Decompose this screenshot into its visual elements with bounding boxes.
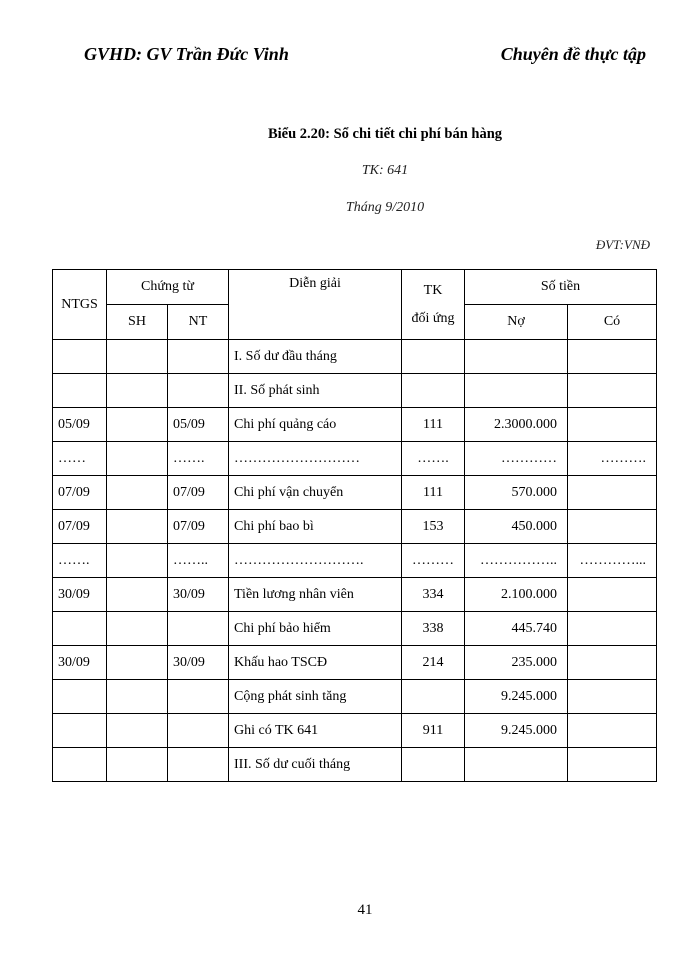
cell-ntgs [53, 748, 107, 782]
cell-contra-account: 111 [402, 408, 465, 442]
cell-sh [107, 476, 168, 510]
cell-sh [107, 646, 168, 680]
cell-credit [568, 714, 657, 748]
cell-debit: …………….. [465, 544, 568, 578]
cell-nt: ……. [168, 442, 229, 476]
cell-sh [107, 714, 168, 748]
cell-ntgs: ……. [53, 544, 107, 578]
cell-description: Chi phí vận chuyển [229, 476, 402, 510]
period-label: Tháng 9/2010 [345, 200, 425, 215]
cell-debit: 2.3000.000 [465, 408, 568, 442]
cell-sh [107, 510, 168, 544]
cell-nt [168, 612, 229, 646]
cell-credit [568, 510, 657, 544]
cell-credit [568, 748, 657, 782]
col-header-no: Nợ [465, 305, 568, 340]
table-row [53, 476, 657, 510]
cell-nt [168, 374, 229, 408]
cell-description: II. Số phát sinh [229, 374, 402, 408]
cell-debit: 450.000 [465, 510, 568, 544]
account-label: TK: 641 [361, 163, 409, 178]
header-report-title: Chuyên đề thực tập [500, 44, 646, 64]
cell-description: ………………………. [229, 544, 402, 578]
cell-contra-account: 334 [402, 578, 465, 612]
cell-credit [568, 646, 657, 680]
header-instructor: GVHD: GV Trần Đức Vinh [84, 44, 289, 64]
cell-sh [107, 442, 168, 476]
cell-description: Khấu hao TSCĐ [229, 646, 402, 680]
cell-contra-account: 153 [402, 510, 465, 544]
page-number: 41 [357, 902, 373, 918]
cell-nt: 05/09 [168, 408, 229, 442]
table-row [53, 714, 657, 748]
cell-ntgs: 07/09 [53, 510, 107, 544]
cell-ntgs: 30/09 [53, 578, 107, 612]
cell-credit [568, 578, 657, 612]
cell-description: Ghi có TK 641 [229, 714, 402, 748]
cell-sh [107, 374, 168, 408]
cell-debit: 9.245.000 [465, 714, 568, 748]
expense-ledger-table [52, 269, 657, 782]
cell-sh [107, 544, 168, 578]
cell-nt [168, 680, 229, 714]
cell-contra-account: 214 [402, 646, 465, 680]
table-row [53, 442, 657, 476]
table-row [53, 612, 657, 646]
cell-debit [465, 374, 568, 408]
cell-description: Chi phí bao bì [229, 510, 402, 544]
cell-description: I. Số dư đầu tháng [229, 340, 402, 374]
cell-credit [568, 680, 657, 714]
cell-credit: ………. [568, 442, 657, 476]
table-row [53, 340, 657, 374]
cell-credit [568, 612, 657, 646]
table-row [53, 510, 657, 544]
table-row [53, 646, 657, 680]
table-row [53, 748, 657, 782]
cell-contra-account: 911 [402, 714, 465, 748]
cell-nt [168, 714, 229, 748]
col-header-sh: SH [107, 305, 168, 340]
cell-debit: 570.000 [465, 476, 568, 510]
table-row [53, 578, 657, 612]
col-header-tk [402, 270, 465, 340]
cell-description: Tiền lương nhân viên [229, 578, 402, 612]
table-row [53, 544, 657, 578]
cell-contra-account [402, 680, 465, 714]
cell-ntgs [53, 680, 107, 714]
cell-debit: 2.100.000 [465, 578, 568, 612]
cell-sh [107, 340, 168, 374]
cell-description: ……………………… [229, 442, 402, 476]
col-header-dien-giai: Diễn giải [229, 270, 402, 340]
cell-description: Chi phí bảo hiểm [229, 612, 402, 646]
cell-nt: …….. [168, 544, 229, 578]
cell-contra-account [402, 748, 465, 782]
cell-nt: 07/09 [168, 510, 229, 544]
cell-ntgs [53, 340, 107, 374]
table-row [53, 374, 657, 408]
cell-sh [107, 578, 168, 612]
cell-credit [568, 374, 657, 408]
cell-description: III. Số dư cuối tháng [229, 748, 402, 782]
cell-contra-account [402, 340, 465, 374]
col-header-co: Có [568, 305, 657, 340]
cell-debit [465, 340, 568, 374]
cell-contra-account: ……. [402, 442, 465, 476]
cell-sh [107, 680, 168, 714]
cell-credit [568, 476, 657, 510]
cell-sh [107, 408, 168, 442]
cell-nt [168, 340, 229, 374]
cell-nt: 30/09 [168, 578, 229, 612]
cell-description: Cộng phát sinh tăng [229, 680, 402, 714]
document-title: Biểu 2.20: Sổ chi tiết chi phí bán hàng [267, 126, 503, 142]
cell-nt [168, 748, 229, 782]
cell-ntgs [53, 612, 107, 646]
table-row [53, 680, 657, 714]
col-header-doi-ung-label: đối ứng [411, 310, 455, 326]
col-header-ntgs: NTGS [53, 270, 107, 340]
cell-debit: 445.740 [465, 612, 568, 646]
cell-nt: 07/09 [168, 476, 229, 510]
cell-ntgs: …… [53, 442, 107, 476]
cell-description: Chi phí quảng cáo [229, 408, 402, 442]
cell-ntgs: 07/09 [53, 476, 107, 510]
cell-debit: 235.000 [465, 646, 568, 680]
cell-contra-account: 111 [402, 476, 465, 510]
cell-contra-account: ……… [402, 544, 465, 578]
cell-contra-account: 338 [402, 612, 465, 646]
table-header-row [53, 270, 657, 305]
col-header-so-tien: Số tiền [465, 270, 657, 305]
cell-ntgs: 05/09 [53, 408, 107, 442]
cell-debit [465, 748, 568, 782]
cell-ntgs [53, 714, 107, 748]
currency-unit: ĐVT:VNĐ [595, 237, 650, 252]
cell-credit [568, 340, 657, 374]
cell-debit: 9.245.000 [465, 680, 568, 714]
cell-debit: ………… [465, 442, 568, 476]
col-header-chung-tu: Chứng từ [107, 270, 229, 305]
col-header-nt: NT [168, 305, 229, 340]
col-header-tk-label: TK [423, 282, 443, 298]
cell-credit: …………... [568, 544, 657, 578]
cell-sh [107, 748, 168, 782]
cell-credit [568, 408, 657, 442]
table-row [53, 408, 657, 442]
cell-nt: 30/09 [168, 646, 229, 680]
cell-sh [107, 612, 168, 646]
cell-contra-account [402, 374, 465, 408]
cell-ntgs [53, 374, 107, 408]
cell-ntgs: 30/09 [53, 646, 107, 680]
